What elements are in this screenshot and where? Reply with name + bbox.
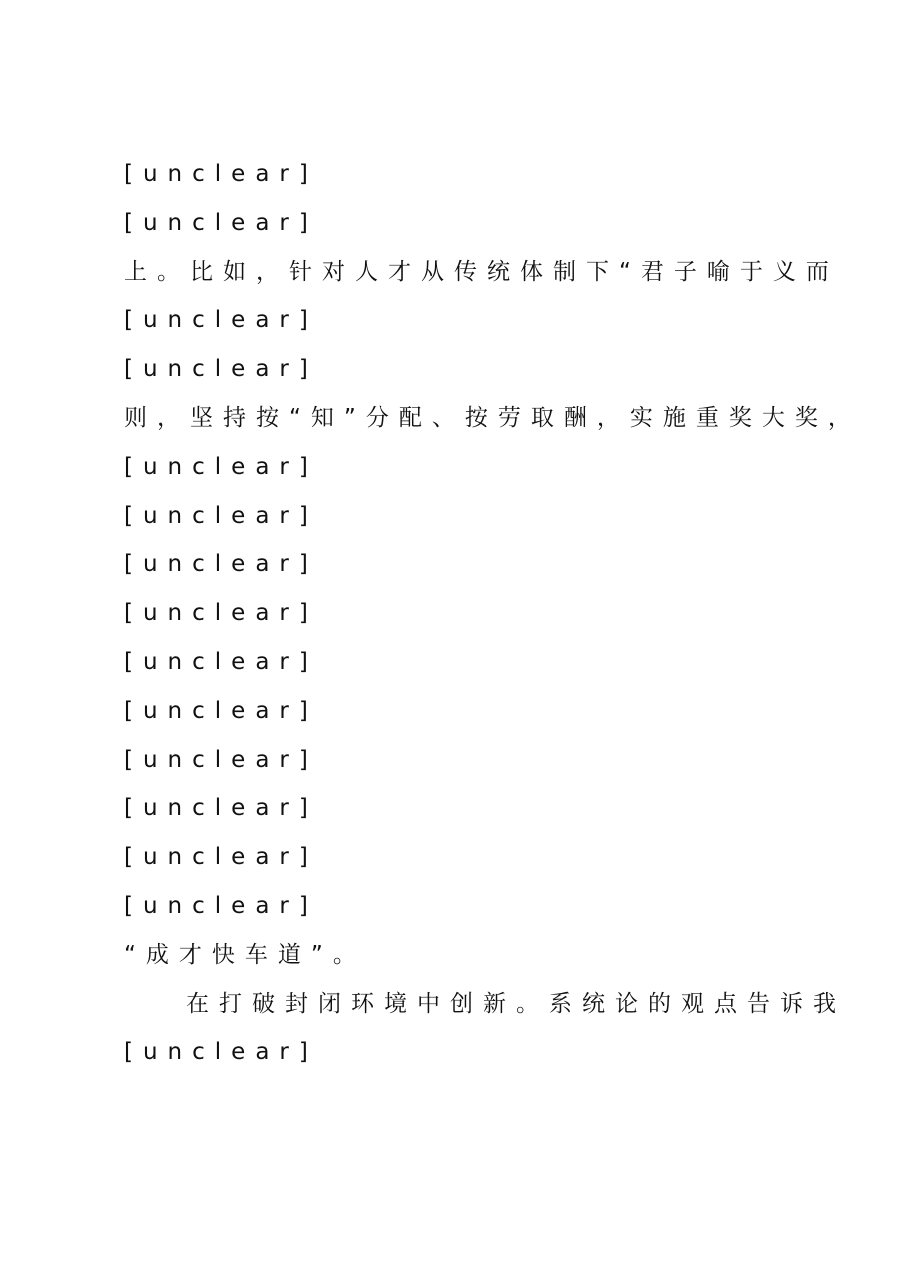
text-line: [unclear]	[124, 795, 318, 822]
text-line: “成才快车道”。	[124, 941, 366, 968]
text-line: [unclear]	[124, 161, 318, 187]
text-line: [unclear]	[124, 648, 318, 675]
text-line: [unclear]	[124, 600, 318, 627]
paragraph-first-line: 在打破封闭环境中创新。系统论的观点告诉我	[186, 990, 846, 1017]
text-line: [unclear]	[124, 453, 318, 480]
text-line: [unclear]	[124, 697, 318, 724]
text-line: [unclear]	[124, 209, 318, 236]
text-line: [unclear]	[124, 844, 318, 871]
text-line: [unclear]	[124, 746, 318, 773]
text-line: [unclear]	[124, 356, 318, 383]
text-line: [unclear]	[124, 307, 318, 334]
text-line: [unclear]	[124, 892, 318, 919]
text-line: [unclear]	[124, 551, 318, 578]
body-text	[124, 150, 861, 1077]
text-line: 上。比如，针对人才从传统体制下“君子喻于义而	[124, 258, 839, 285]
text-line: 则，坚持按“知”分配、按劳取酬，实施重奖大奖，	[124, 404, 861, 431]
text-line: [unclear]	[124, 502, 318, 529]
text-line: [unclear]	[124, 1039, 318, 1066]
